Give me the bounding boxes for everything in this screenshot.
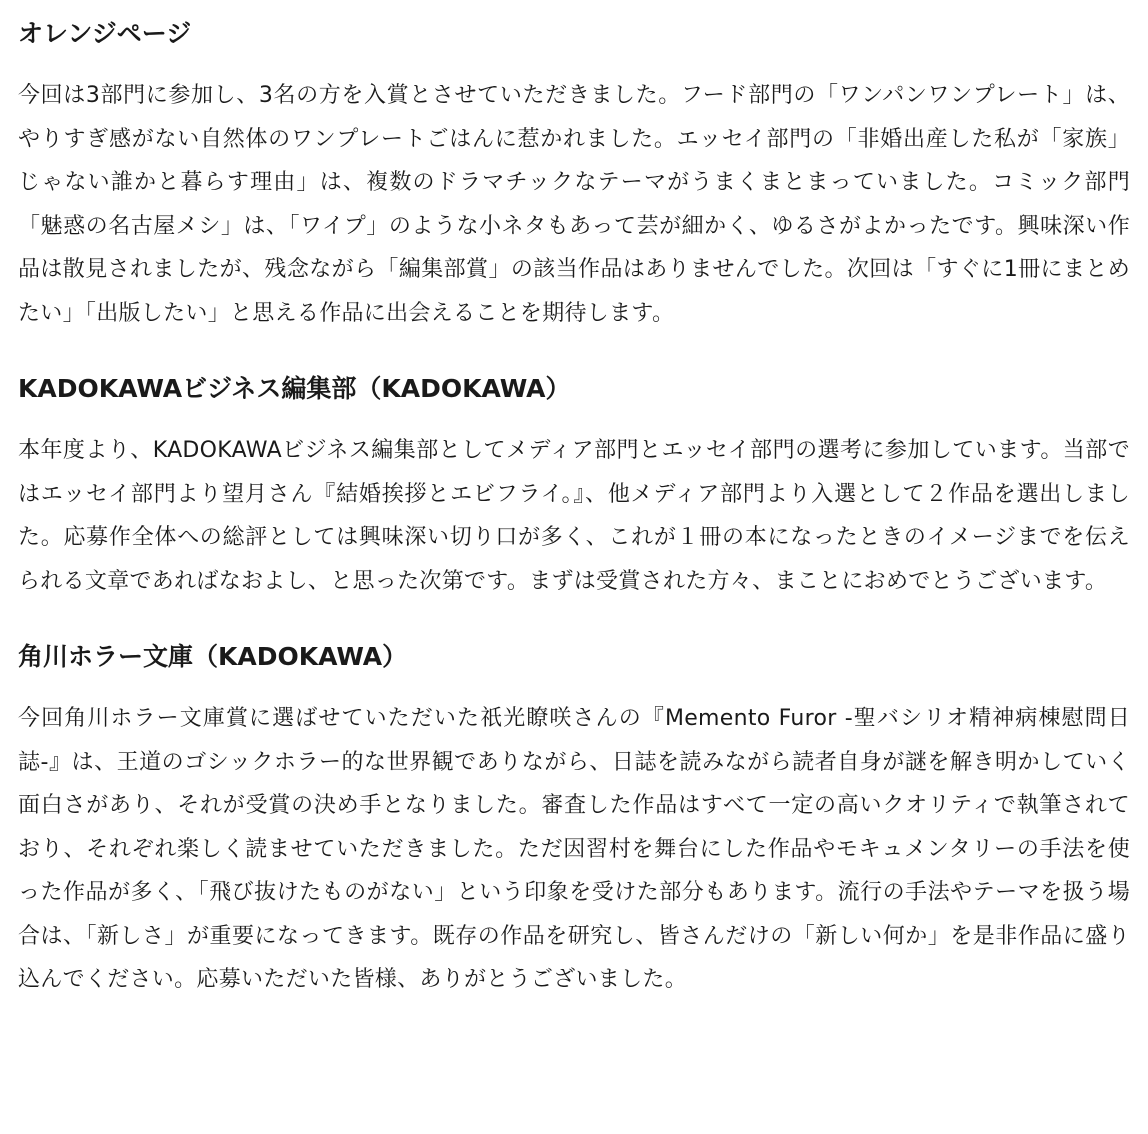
section-title: 角川ホラー文庫（KADOKAWA）: [18, 642, 408, 671]
section-orange-page: [18, 14, 1130, 335]
section-kadokawa-business: [18, 369, 1130, 603]
section-body: 本年度より、KADOKAWAビジネス編集部としてメディア部門とエッセイ部門の選考に参加しています。当部ではエッセイ部門より望月さん『結婚挨拶とエビフライ。』、他メディア部門より入選として２作品を選出しました。応募作全体への総評としては興味深い切り口が多く、これが１冊の本になったときのイメージまでを伝えられる文章であればなおよし、と思った次第です。まずは受賞された方々、まことにおめでとうございます。: [18, 438, 1130, 594]
section-body: 今回角川ホラー文庫賞に選ばせていただいた祇光瞭咲さんの『Memento Furor -聖バシリオ精神病棟慰問日誌-』は、王道のゴシックホラー的な世界観でありながら、日誌を読みながら読者自身が謎を解き明かしていく面白さがあり、それが受賞の決め手となりました。審査した作品はすべて一定の高いクオリティで執筆されており、それぞれ楽しく読ませていただきました。ただ因習村を舞台にした作品やモキュメンタリーの手法を使った作品が多く、「飛び抜けたものがない」という印象を受けた部分もあります。流行の手法やテーマを扱う場合は、「新しさ」が重要になってきます。既存の作品を研究し、皆さんだけの「新しい何か」を是非作品に盛り込んでください。応募いただいた皆様、ありがとうございました。: [18, 706, 1130, 992]
section-kadokawa-horror: [18, 637, 1130, 1002]
section-title: オレンジページ: [18, 19, 192, 48]
section-title: KADOKAWAビジネス編集部（KADOKAWA）: [18, 374, 571, 403]
section-body: 今回は3部門に参加し、3名の方を入賞とさせていただきました。フード部門の「ワンパンワンプレート」は、やりすぎ感がない自然体のワンプレートごはんに惹かれました。エッセイ部門の「非婚出産した私が「家族」じゃない誰かと暮らす理由」は、複数のドラマチックなテーマがうまくまとまっていました。コミック部門「魅惑の名古屋メシ」は、「ワイプ」のような小ネタもあって芸が細かく、ゆるさがよかったです。興味深い作品は散見されましたが、残念ながら「編集部賞」の該当作品はありませんでした。次回は「すぐに1冊にまとめたい」「出版したい」と思える作品に出会えることを期待します。: [18, 83, 1131, 326]
